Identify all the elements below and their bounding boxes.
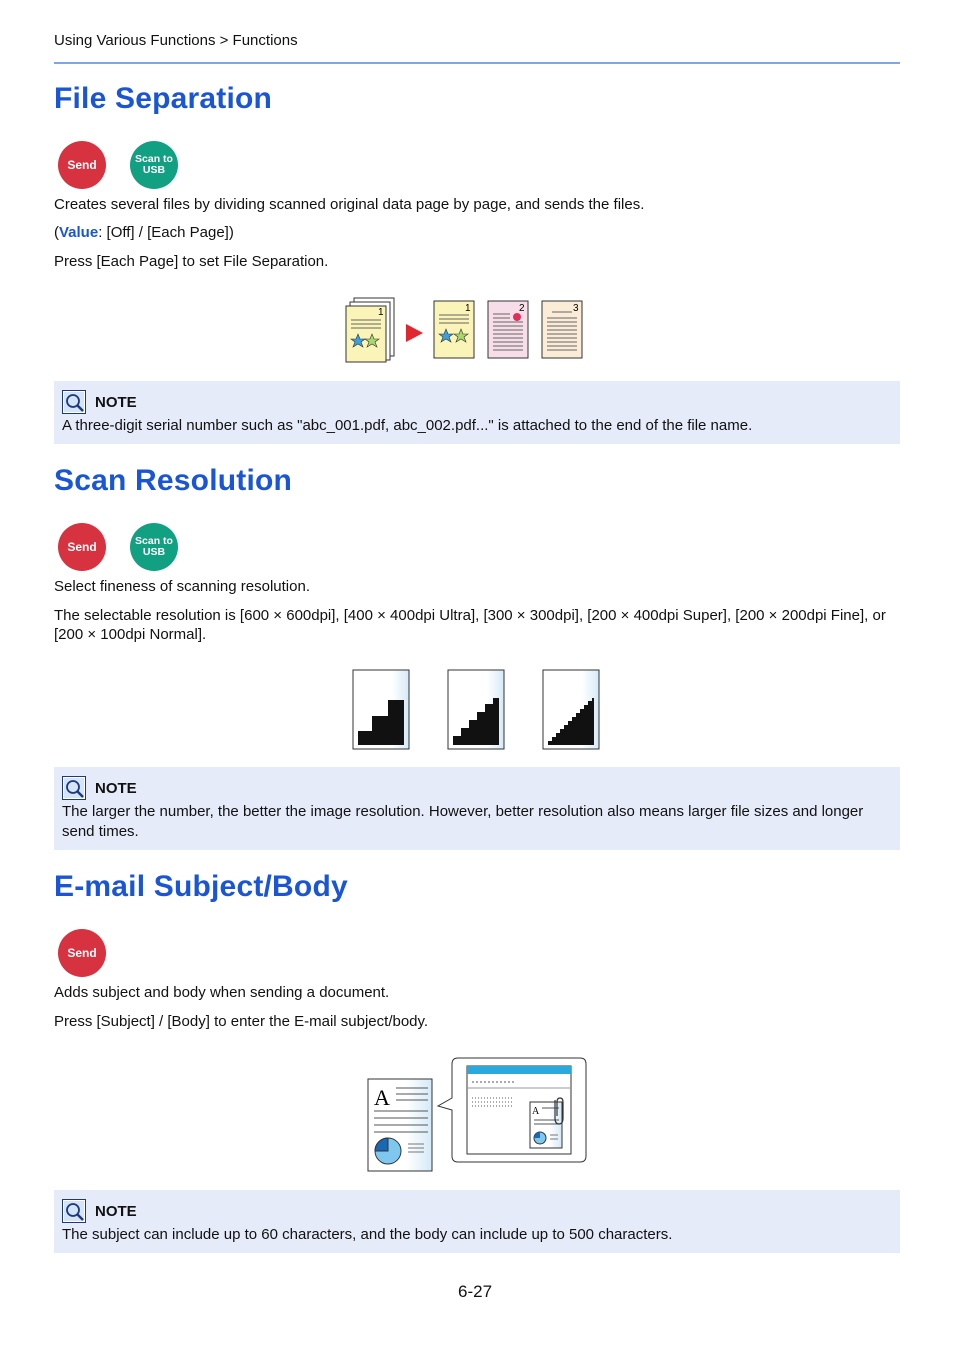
page-2-number: 2 [519, 303, 525, 314]
send-badge-label: Send [67, 157, 97, 172]
email-subject-description: Adds subject and body when sending a document. [54, 984, 390, 1001]
email-illustration [366, 1056, 590, 1174]
note-title: NOTE [95, 1202, 137, 1220]
medium-resolution-icon [448, 670, 504, 749]
send-badge [58, 141, 106, 189]
file-separation-description: Creates several files by dividing scanned original data page by page, and sends the files. [54, 196, 645, 213]
note-icon [62, 1199, 86, 1223]
note-text: The subject can include up to 60 characters, and the body can include up to 500 characters. [62, 1226, 673, 1243]
email-subject-heading: E-mail Subject/Body [54, 870, 348, 903]
note-box-email-subject [54, 1190, 900, 1253]
usb-badge-line2: USB [142, 546, 166, 558]
email-bubble-icon [438, 1058, 586, 1162]
header-rule [54, 62, 900, 64]
page-1-number: 1 [465, 303, 471, 314]
send-badge [58, 929, 106, 977]
file-separation-illustration [340, 294, 590, 364]
scan-to-usb-badge [130, 141, 178, 189]
email-subject-instruction: Press [Subject] / [Body] to enter the E-mail subject/body. [54, 1013, 429, 1030]
note-box-scan-resolution [54, 767, 900, 850]
scan-resolution-options: The selectable resolution is [600 × 600dpi], [400 × 400dpi Ultra], [300 × 300dpi], [200 × 400dpi Super], [200 × 200dpi Fine], or [200 × 100dpi Normal]. [54, 607, 886, 643]
note-text: The larger the number, the better the image resolution. However, better resolution also means larger file sizes and longer send times. [62, 803, 864, 840]
file-separation-instruction: Press [Each Page] to set File Separation. [54, 253, 329, 270]
value-label: Value [59, 224, 99, 241]
usb-badge-line1: Scan to [135, 535, 173, 547]
file-separation-values: (Value: [Off] / [Each Page]) [54, 224, 234, 241]
note-box-file-separation [54, 381, 900, 444]
breadcrumb: Using Various Functions > Functions [54, 32, 298, 49]
document-letter: A [374, 1085, 390, 1110]
send-badge-label: Send [67, 945, 97, 960]
scan-resolution-description: Select fineness of scanning resolution. [54, 578, 310, 595]
note-title: NOTE [95, 779, 137, 797]
high-resolution-icon [543, 670, 599, 749]
scan-resolution-heading: Scan Resolution [54, 464, 293, 497]
attachment-letter: A [532, 1106, 540, 1117]
resolution-illustration [352, 669, 602, 751]
arrow-right-icon [406, 324, 423, 342]
usb-badge-line2: USB [142, 164, 166, 176]
low-resolution-icon [353, 670, 409, 749]
page-number: 6-27 [458, 1282, 493, 1301]
page-3-number: 3 [573, 303, 579, 314]
scan-to-usb-badge [130, 523, 178, 571]
file-separation-heading: File Separation [54, 82, 273, 115]
send-badge [58, 523, 106, 571]
note-icon [62, 776, 86, 800]
note-text: A three-digit serial number such as "abc_001.pdf, abc_002.pdf..." is attached to the end of the file name. [62, 417, 753, 434]
usb-badge-line1: Scan to [135, 153, 173, 165]
note-title: NOTE [95, 393, 137, 411]
send-badge-label: Send [67, 539, 97, 554]
stacked-originals-icon [346, 298, 394, 362]
stack-page-number: 1 [378, 307, 384, 318]
document-icon [368, 1079, 432, 1171]
note-icon [62, 390, 86, 414]
